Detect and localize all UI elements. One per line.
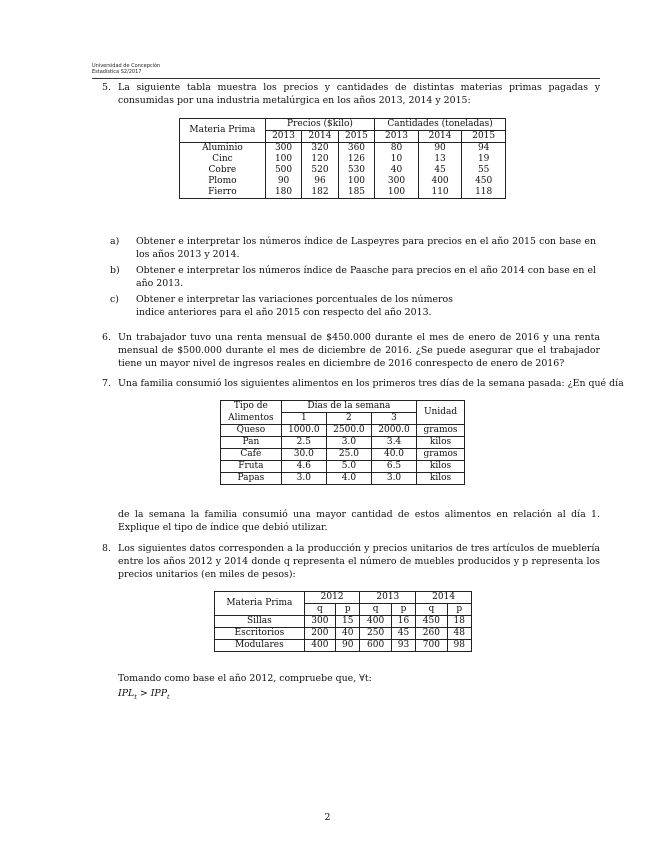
problem-5a — [110, 235, 596, 261]
table-header-materia: Materia Prima — [215, 592, 305, 616]
qp-cell: p — [391, 604, 415, 616]
problem-5b-text: Obtener e interpretar los números índice de Paasche para precios en el año 2014 con base en el año 2013. — [136, 265, 596, 289]
formula-rhs: > IPP — [136, 688, 168, 699]
problem-7-continuation — [92, 508, 600, 534]
university-name: Universidad de Concepción — [92, 63, 161, 69]
problem-8-after-text: Tomando como base el año 2012, compruebe que, ∀t: — [118, 673, 372, 684]
qp-cell: p — [447, 604, 472, 616]
formula-subscript: t — [167, 692, 170, 701]
year-cell: 2014 — [416, 592, 472, 604]
qp-cell: q — [416, 604, 447, 616]
table-row: Pan 2.5 3.0 3.4 kilos — [221, 437, 465, 449]
problem-8 — [92, 542, 600, 581]
year-cell: 2015 — [462, 131, 506, 143]
problem-6 — [92, 331, 600, 370]
table-row: Sillas 300 15 400 16 450 18 — [215, 616, 472, 628]
year-cell: 2012 — [304, 592, 360, 604]
table-header-precios: Precios ($kilo) — [265, 119, 374, 131]
problem-5c-text-2: indice anteriores para el año 2015 con respecto del año 2013. — [136, 307, 432, 318]
problem-7 — [92, 377, 624, 390]
formula-subscript: t — [134, 692, 137, 701]
problem-7-number: 7. — [102, 378, 111, 389]
item-label: b) — [110, 265, 120, 276]
course-name: Estadística S2/2017 — [92, 69, 142, 75]
table-row: Escritorios 200 40 250 45 260 48 — [215, 628, 472, 640]
year-cell: 2013 — [375, 131, 419, 143]
problem-8-continuation — [92, 672, 600, 704]
formula — [118, 687, 600, 704]
problem-5 — [92, 81, 600, 107]
problem-5-number: 5. — [102, 82, 111, 93]
food-table — [220, 400, 465, 485]
table-header-dias: Días de la semana — [281, 401, 416, 413]
table-row: Café 30.0 25.0 40.0 gramos — [221, 449, 465, 461]
table-row: Aluminio 300 320 360 80 90 94 — [180, 143, 506, 155]
table-header-tipo: Tipo de — [221, 401, 282, 413]
document-header — [92, 63, 600, 75]
day-cell: 3 — [371, 413, 416, 425]
table-row: Fruta 4.6 5.0 6.5 kilos — [221, 461, 465, 473]
year-cell: 2013 — [360, 592, 416, 604]
table-header-unidad: Unidad — [417, 401, 465, 425]
table-row: Plomo 90 96 100 300 400 450 — [180, 176, 506, 187]
problem-6-text: Un trabajador tuvo una renta mensual de $450.000 durante el mes de enero de 2016 y una renta mensual de $500.000 durante el mes de diciembre de 2016. ¿Se puede asegurar que el trabajador tiene un mayor nivel de ingresos reales en diciembre de 2016 conrespecto de enero de 2016? — [118, 332, 600, 369]
problem-6-number: 6. — [102, 332, 111, 343]
table-row: Fierro 180 182 185 100 110 118 — [180, 187, 506, 199]
problem-7-after-text: de la semana la familia consumió una mayor cantidad de estos alimentos en relación al día 1. Explique el tipo de índice que debió utilizar. — [118, 509, 600, 533]
day-cell: 2 — [326, 413, 371, 425]
year-cell: 2013 — [265, 131, 301, 143]
year-cell: 2015 — [338, 131, 374, 143]
qp-cell: p — [336, 604, 360, 616]
materials-table — [179, 118, 506, 199]
problem-5c — [110, 293, 596, 319]
problem-8-text: Los siguientes datos corresponden a la producción y precios unitarios de tres artículos de mueblería entre los años 2012 y 2014 donde q representa el número de muebles producidos y p representa los precios unitarios (en miles de pesos): — [118, 543, 600, 580]
header-rule — [92, 78, 600, 79]
table-row: Cinc 100 120 126 10 13 19 — [180, 154, 506, 165]
problem-5c-text-1: Obtener e interpretar las variaciones porcentuales de los números — [136, 294, 453, 305]
table-header-alimentos: Alimentos — [221, 413, 282, 425]
qp-cell: q — [360, 604, 391, 616]
table-row: Papas 3.0 4.0 3.0 kilos — [221, 473, 465, 485]
problem-5b — [110, 264, 596, 290]
year-cell: 2014 — [302, 131, 338, 143]
table-row: Cobre 500 520 530 40 45 55 — [180, 165, 506, 176]
table-header-materia: Materia Prima — [180, 119, 266, 143]
problem-8-number: 8. — [102, 543, 111, 554]
day-cell: 1 — [281, 413, 326, 425]
qp-cell: q — [304, 604, 335, 616]
formula-lhs: IPL — [118, 688, 135, 699]
table-header-cantidades: Cantidades (toneladas) — [375, 119, 506, 131]
table-row: Queso 1000.0 2500.0 2000.0 gramos — [221, 425, 465, 437]
item-label: a) — [110, 236, 120, 247]
year-cell: 2014 — [418, 131, 462, 143]
table-row: Modulares 400 90 600 93 700 98 — [215, 640, 472, 652]
page-number: 2 — [324, 812, 331, 823]
item-label: c) — [110, 294, 119, 305]
problem-5a-text: Obtener e interpretar los números índice de Laspeyres para precios en el año 2015 con base en los años 2013 y 2014. — [136, 236, 596, 260]
furniture-table — [214, 591, 472, 652]
problem-5-text: La siguiente tabla muestra los precios y cantidades de distintas materias primas pagadas y consumidas por una industria metalúrgica en los años 2013, 2014 y 2015: — [118, 82, 600, 106]
problem-7-text: Una familia consumió los siguientes alimentos en los primeros tres días de la semana pasada: ¿En qué día — [118, 378, 624, 389]
